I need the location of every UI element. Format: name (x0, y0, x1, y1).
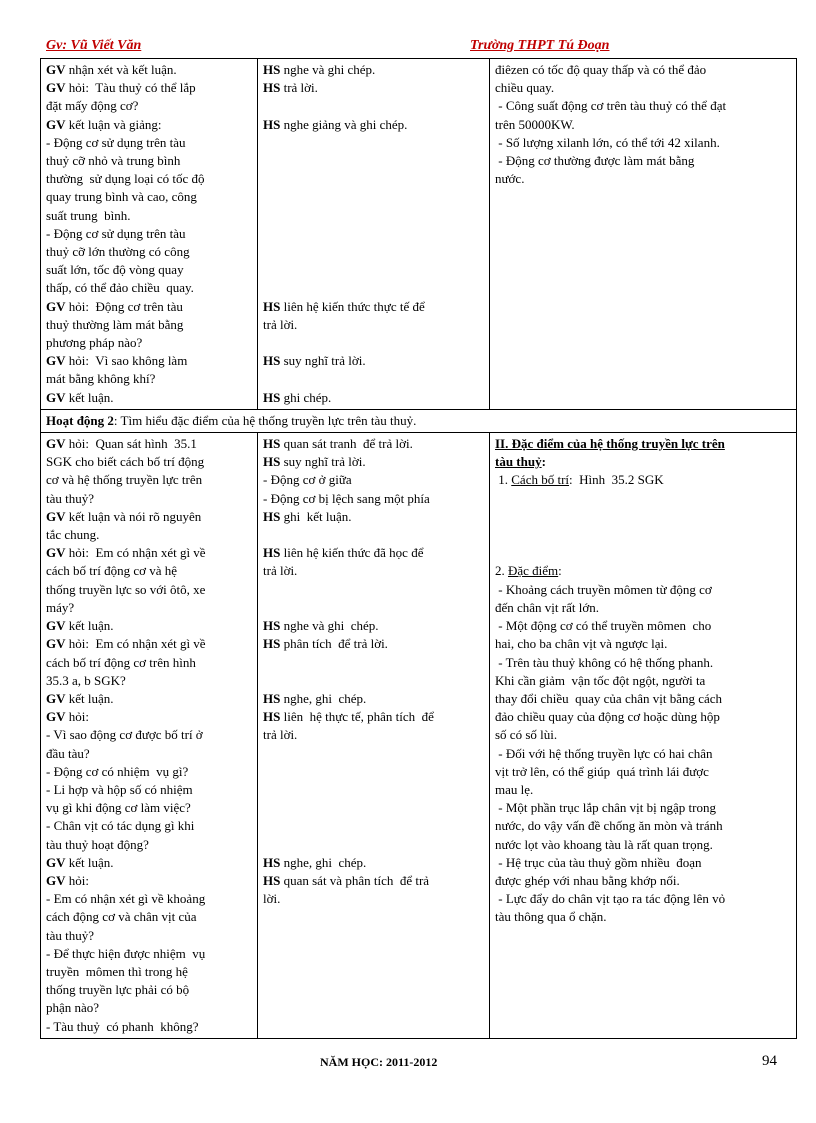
role-label: GV (46, 389, 66, 405)
line-text: chiều quay. (495, 80, 555, 96)
line-text: hỏi: Em có nhận xét gì về (65, 636, 206, 652)
section-title (495, 435, 792, 453)
text-line (495, 170, 792, 188)
text-line (263, 763, 485, 781)
line-text: thống truyền lực so với ôtô, xe (46, 581, 206, 597)
text-line (263, 435, 485, 453)
text-line (46, 908, 253, 926)
text-line (263, 890, 485, 908)
text-line (46, 279, 253, 297)
text-line (263, 116, 485, 134)
line-text: suy nghĩ trả lời. (280, 353, 366, 369)
layout-item (495, 471, 792, 489)
text-line (263, 599, 485, 617)
line-text: kết luận. (65, 854, 114, 870)
text-line (263, 471, 485, 489)
text-line (495, 726, 792, 744)
line-text: - Để thực hiện được nhiệm vụ (46, 945, 206, 961)
role-label: HS (263, 389, 281, 405)
line-text: liên hệ thực tế, phân tích để (280, 709, 434, 725)
text-line (263, 188, 485, 206)
text-line (263, 526, 485, 544)
line-text: cơ và hệ thống truyền lực trên (46, 472, 203, 488)
text-line (495, 581, 792, 599)
line-text: hai, cho ba chân vịt và ngược lại. (495, 636, 668, 652)
line-text: ghi kết luận. (280, 508, 352, 524)
line-text: - Vì sao động cơ được bố trí ở (46, 727, 203, 743)
line-text: truyền mômen thì trong hệ (46, 963, 188, 979)
text-line (263, 817, 485, 835)
line-text: thuỷ cỡ lớn thường có công (46, 244, 190, 260)
line-text: trả lời. (280, 80, 318, 96)
line-text: thuỷ thường làm mát bằng (46, 316, 184, 332)
role-label: GV (46, 709, 66, 725)
text-line (263, 508, 485, 526)
text-line (46, 890, 253, 908)
text-line (495, 836, 792, 854)
line-text: quay trung bình và cao, công (46, 189, 197, 205)
role-label: HS (263, 690, 281, 706)
line-text: liên hệ kiến thức thực tế để (280, 298, 425, 314)
line-text: hỏi: (65, 709, 89, 725)
line-text: - Một động cơ có thể truyền mômen cho (495, 618, 712, 634)
teacher-activity-cell (41, 59, 258, 410)
line-text: - Một phần trục lắp chân vịt bị ngập trong (495, 800, 716, 816)
line-text: mát bằng không khí? (46, 371, 156, 387)
role-label: HS (263, 872, 281, 888)
role-label: GV (46, 116, 66, 132)
text-line (495, 116, 792, 134)
line-text: trả lời. (263, 563, 298, 579)
text-line (495, 872, 792, 890)
text-line (46, 981, 253, 999)
text-line (46, 261, 253, 279)
role-label: HS (263, 618, 281, 634)
text-line (263, 97, 485, 115)
role-label: GV (46, 298, 66, 314)
text-line (46, 1018, 253, 1036)
role-label: HS (263, 116, 281, 132)
role-label: GV (46, 854, 66, 870)
text-line (46, 763, 253, 781)
line-text: cách bố trí động cơ trên hình (46, 654, 196, 670)
line-text: - Chân vịt có tác dụng gì khi (46, 818, 195, 834)
line-text: số có số lùi. (495, 727, 558, 743)
line-text: hỏi: Em có nhận xét gì về (65, 545, 206, 561)
line-text: hỏi: Quan sát hình 35.1 (65, 436, 197, 452)
line-text: - Động cơ thường được làm mát bằng (495, 153, 695, 169)
header-teacher: Gv: Vũ Viết Văn (46, 38, 142, 53)
text-line (263, 617, 485, 635)
text-line (263, 170, 485, 188)
student-activity-cell (258, 59, 490, 410)
text-line (46, 370, 253, 388)
text-line (263, 261, 485, 279)
text-line (46, 352, 253, 370)
activity-label: Hoạt động 2 (46, 412, 114, 428)
text-line (495, 97, 792, 115)
line-text: thống truyền lực phải có bộ (46, 982, 190, 998)
text-line (263, 781, 485, 799)
text-line (46, 654, 253, 672)
line-text: - Số lượng xilanh lớn, có thể tới 42 xilanh. (495, 134, 720, 150)
text-line (46, 316, 253, 334)
line-text: đến chân vịt rất lớn. (495, 599, 599, 615)
text-line (46, 872, 253, 890)
text-line (495, 908, 792, 926)
role-label: HS (263, 636, 281, 652)
line-text: - Li hợp và hộp số có nhiệm (46, 781, 193, 797)
line-text: tàu thuỷ hoạt động? (46, 836, 149, 852)
text-line (263, 836, 485, 854)
text-line (495, 635, 792, 653)
features-item (495, 562, 792, 580)
line-text: lời. (263, 891, 281, 907)
line-text: phận nào? (46, 1000, 100, 1016)
role-label: HS (263, 62, 281, 77)
line-text: tắc chung. (46, 527, 100, 543)
role-label: GV (46, 545, 66, 561)
line-text: thay đổi chiều quay của chân vịt bằng cách (495, 690, 723, 706)
text-line (46, 298, 253, 316)
text-line (46, 544, 253, 562)
role-label: GV (46, 636, 66, 652)
layout-rest: : Hình 35.2 SGK (569, 472, 664, 488)
text-line (495, 854, 792, 872)
text-line (495, 152, 792, 170)
line-text: - Tàu thuỷ có phanh không? (46, 1018, 199, 1034)
text-line (263, 453, 485, 471)
line-text: nghe, ghi chép. (280, 690, 367, 706)
text-line (263, 225, 485, 243)
content-cell (490, 59, 797, 410)
text-line (263, 872, 485, 890)
text-line (495, 745, 792, 763)
text-line (263, 279, 485, 297)
text-line (46, 134, 253, 152)
role-label: HS (263, 508, 281, 524)
text-line (46, 781, 253, 799)
role-label: HS (263, 709, 281, 725)
table-row (41, 433, 797, 1039)
line-text: 35.3 a, b SGK? (46, 672, 126, 688)
role-label: HS (263, 436, 281, 452)
text-line (495, 799, 792, 817)
line-text: kết luận và giảng: (65, 116, 162, 132)
text-line (46, 97, 253, 115)
text-line (46, 188, 253, 206)
text-line (263, 654, 485, 672)
text-line (46, 745, 253, 763)
text-line (46, 490, 253, 508)
text-line (46, 927, 253, 945)
activity-row (41, 409, 797, 432)
section-title-line2: tàu thuỷ (495, 454, 542, 470)
role-label: GV (46, 353, 66, 369)
text-line (495, 617, 792, 635)
line-text: điêzen có tốc độ quay thấp và có thể đảo (495, 62, 707, 77)
line-text: trên 50000KW. (495, 116, 575, 132)
line-text: được ghép với nhau bằng khớp nối. (495, 872, 680, 888)
text-line (46, 854, 253, 872)
text-line (46, 471, 253, 489)
line-text: suất lớn, tốc độ vòng quay (46, 262, 184, 278)
activity-heading (41, 409, 797, 432)
line-text: ghi chép. (280, 389, 332, 405)
features-prefix: 2. (495, 563, 508, 579)
text-line (46, 817, 253, 835)
text-line (46, 581, 253, 599)
role-label: GV (46, 508, 66, 524)
line-text: cách động cơ và chân vịt của (46, 909, 197, 925)
line-text: phương pháp nào? (46, 335, 143, 351)
line-text: kết luận. (65, 389, 114, 405)
role-label: GV (46, 618, 66, 634)
page-number: 94 (762, 1053, 777, 1069)
text-line (46, 726, 253, 744)
text-line (263, 854, 485, 872)
line-text: kết luận. (65, 690, 114, 706)
line-text: suất trung bình. (46, 207, 131, 223)
text-line (495, 708, 792, 726)
text-line (263, 581, 485, 599)
content-cell (490, 433, 797, 1039)
features-rest: : (558, 563, 562, 579)
line-text: tàu thuỷ? (46, 927, 95, 943)
text-line (263, 672, 485, 690)
line-text: quan sát tranh để trả lời. (280, 436, 413, 452)
line-text: nước. (495, 171, 525, 187)
line-text: mau lẹ. (495, 781, 534, 797)
text-line (263, 799, 485, 817)
text-line (495, 134, 792, 152)
text-line (46, 617, 253, 635)
line-text: nghe giảng và ghi chép. (280, 116, 408, 132)
activity-text: : Tìm hiểu đặc điểm của hệ thống truyền lực trên tàu thuỷ. (113, 412, 417, 428)
text-line (46, 635, 253, 653)
line-text: - Động cơ ở giữa (263, 472, 352, 488)
text-line (263, 298, 485, 316)
text-line (263, 490, 485, 508)
text-line (263, 243, 485, 261)
text-line (495, 763, 792, 781)
line-text: phân tích để trả lời. (280, 636, 388, 652)
line-text: suy nghĩ trả lời. (280, 454, 366, 470)
section-title-colon: : (541, 454, 546, 470)
line-text: SGK cho biết cách bố trí động (46, 454, 205, 470)
text-line (46, 334, 253, 352)
text-line (263, 334, 485, 352)
line-text: đầu tàu? (46, 745, 90, 761)
text-line (46, 963, 253, 981)
features-list (495, 581, 792, 927)
text-line (263, 316, 485, 334)
line-text: - Em có nhận xét gì về khoảng (46, 891, 206, 907)
text-line (495, 817, 792, 835)
line-text: thuỷ cỡ nhỏ và trung bình (46, 153, 181, 169)
line-text: hỏi: Tàu thuỷ có thể lắp (65, 80, 196, 96)
line-text: kết luận và nói rõ nguyên (65, 508, 202, 524)
text-line (46, 116, 253, 134)
line-text: - Lực đẩy do chân vịt tạo ra tác động lên vỏ (495, 891, 726, 907)
text-line (263, 134, 485, 152)
text-line (263, 79, 485, 97)
text-line (495, 690, 792, 708)
line-text: cách bố trí động cơ và hệ (46, 563, 178, 579)
student-activity-cell (258, 433, 490, 1039)
line-text: hỏi: (65, 872, 89, 888)
text-line (46, 836, 253, 854)
line-text: nghe và ghi chép. (280, 618, 379, 634)
header-school: Trường THPT Tú Đoạn (470, 38, 610, 53)
line-text: đặt mấy động cơ? (46, 98, 139, 114)
line-text: vịt trở lên, có thể giúp quá trình lái được (495, 763, 709, 779)
layout-prefix: 1. (495, 472, 512, 488)
line-text: thấp, có thể đảo chiều quay. (46, 280, 194, 296)
school-year: NĂM HỌC: 2011-2012 (320, 1055, 438, 1069)
line-text: trả lời. (263, 727, 298, 743)
text-line (263, 152, 485, 170)
text-line (46, 79, 253, 97)
line-text: tàu thông qua ổ chặn. (495, 909, 607, 925)
text-line (263, 745, 485, 763)
line-text: - Động cơ có nhiệm vụ gì? (46, 763, 189, 779)
text-line (46, 225, 253, 243)
text-line (46, 453, 253, 471)
text-line (263, 207, 485, 225)
teacher-activity-cell (41, 433, 258, 1039)
line-text: - Động cơ sử dụng trên tàu (46, 225, 186, 241)
text-line (46, 435, 253, 453)
text-line (263, 61, 485, 79)
line-text: quan sát và phân tích để trả (280, 872, 430, 888)
line-text: trả lời. (263, 316, 298, 332)
layout-label: Cách bố trí (511, 472, 570, 488)
line-text: - Công suất động cơ trên tàu thuỷ có thể đạt (495, 98, 727, 114)
role-label: GV (46, 436, 66, 452)
text-line (46, 708, 253, 726)
text-line (46, 170, 253, 188)
text-line (46, 526, 253, 544)
text-line (46, 690, 253, 708)
text-line (46, 152, 253, 170)
line-text: hỏi: Vì sao không làm (65, 353, 188, 369)
role-label: HS (263, 298, 281, 314)
role-label: HS (263, 454, 281, 470)
line-text: - Hệ trục của tàu thuỷ gồm nhiều đoạn (495, 854, 702, 870)
line-text: tàu thuỷ? (46, 490, 95, 506)
text-line (46, 999, 253, 1017)
line-text: vụ gì khi động cơ làm việc? (46, 800, 191, 816)
text-line (495, 79, 792, 97)
line-text: - Khoảng cách truyền mômen từ động cơ (495, 581, 712, 597)
text-line (263, 635, 485, 653)
line-text: nhận xét và kết luận. (65, 62, 177, 77)
role-label: GV (46, 80, 66, 96)
text-line (263, 690, 485, 708)
text-line (495, 599, 792, 617)
role-label: HS (263, 854, 281, 870)
text-line (46, 672, 253, 690)
text-line (46, 799, 253, 817)
text-line (263, 562, 485, 580)
line-text: nghe và ghi chép. (280, 62, 376, 77)
line-text: hỏi: Động cơ trên tàu (65, 298, 183, 314)
text-line (263, 544, 485, 562)
text-line (46, 207, 253, 225)
role-label: GV (46, 690, 66, 706)
line-text: Khi cần giảm vận tốc đột ngột, người ta (495, 672, 706, 688)
text-line (263, 708, 485, 726)
text-line (46, 61, 253, 79)
text-line (263, 352, 485, 370)
line-text: nghe, ghi chép. (280, 854, 367, 870)
section-title-2 (495, 453, 792, 471)
text-line (263, 726, 485, 744)
text-line (46, 389, 253, 407)
features-label: Đặc điểm (508, 563, 559, 579)
line-text: liên hệ kiến thức đã học để (280, 545, 424, 561)
line-text: - Động cơ bị lệch sang một phía (263, 490, 430, 506)
text-line (46, 599, 253, 617)
table-row (41, 59, 797, 410)
text-line (46, 243, 253, 261)
line-text: đảo chiều quay của động cơ hoặc dùng hộp (495, 709, 720, 725)
role-label: GV (46, 872, 66, 888)
line-text: - Đối với hệ thống truyền lực có hai chân (495, 745, 713, 761)
section-title-line1: II. Đặc điểm của hệ thống truyền lực trên (495, 436, 725, 452)
text-line (495, 781, 792, 799)
role-label: HS (263, 353, 281, 369)
line-text: máy? (46, 599, 75, 615)
text-line (495, 61, 792, 79)
line-text: nước lọt vào khoang tàu là rất quan trọng. (495, 836, 713, 852)
line-text: kết luận. (65, 618, 114, 634)
lesson-table (40, 58, 797, 1039)
line-text: - Động cơ sử dụng trên tàu (46, 134, 186, 150)
text-line (46, 562, 253, 580)
line-text: thường sử dụng loại có tốc độ (46, 171, 205, 187)
role-label: HS (263, 545, 281, 561)
text-line (46, 508, 253, 526)
role-label: GV (46, 62, 66, 77)
text-line (46, 945, 253, 963)
text-line (263, 370, 485, 388)
line-text: nước, do vậy vấn đề chống ăn mòn và tránh (495, 818, 723, 834)
text-line (263, 389, 485, 407)
text-line (495, 672, 792, 690)
role-label: HS (263, 80, 281, 96)
text-line (495, 654, 792, 672)
text-line (495, 890, 792, 908)
line-text: - Trên tàu thuỷ không có hệ thống phanh. (495, 654, 714, 670)
